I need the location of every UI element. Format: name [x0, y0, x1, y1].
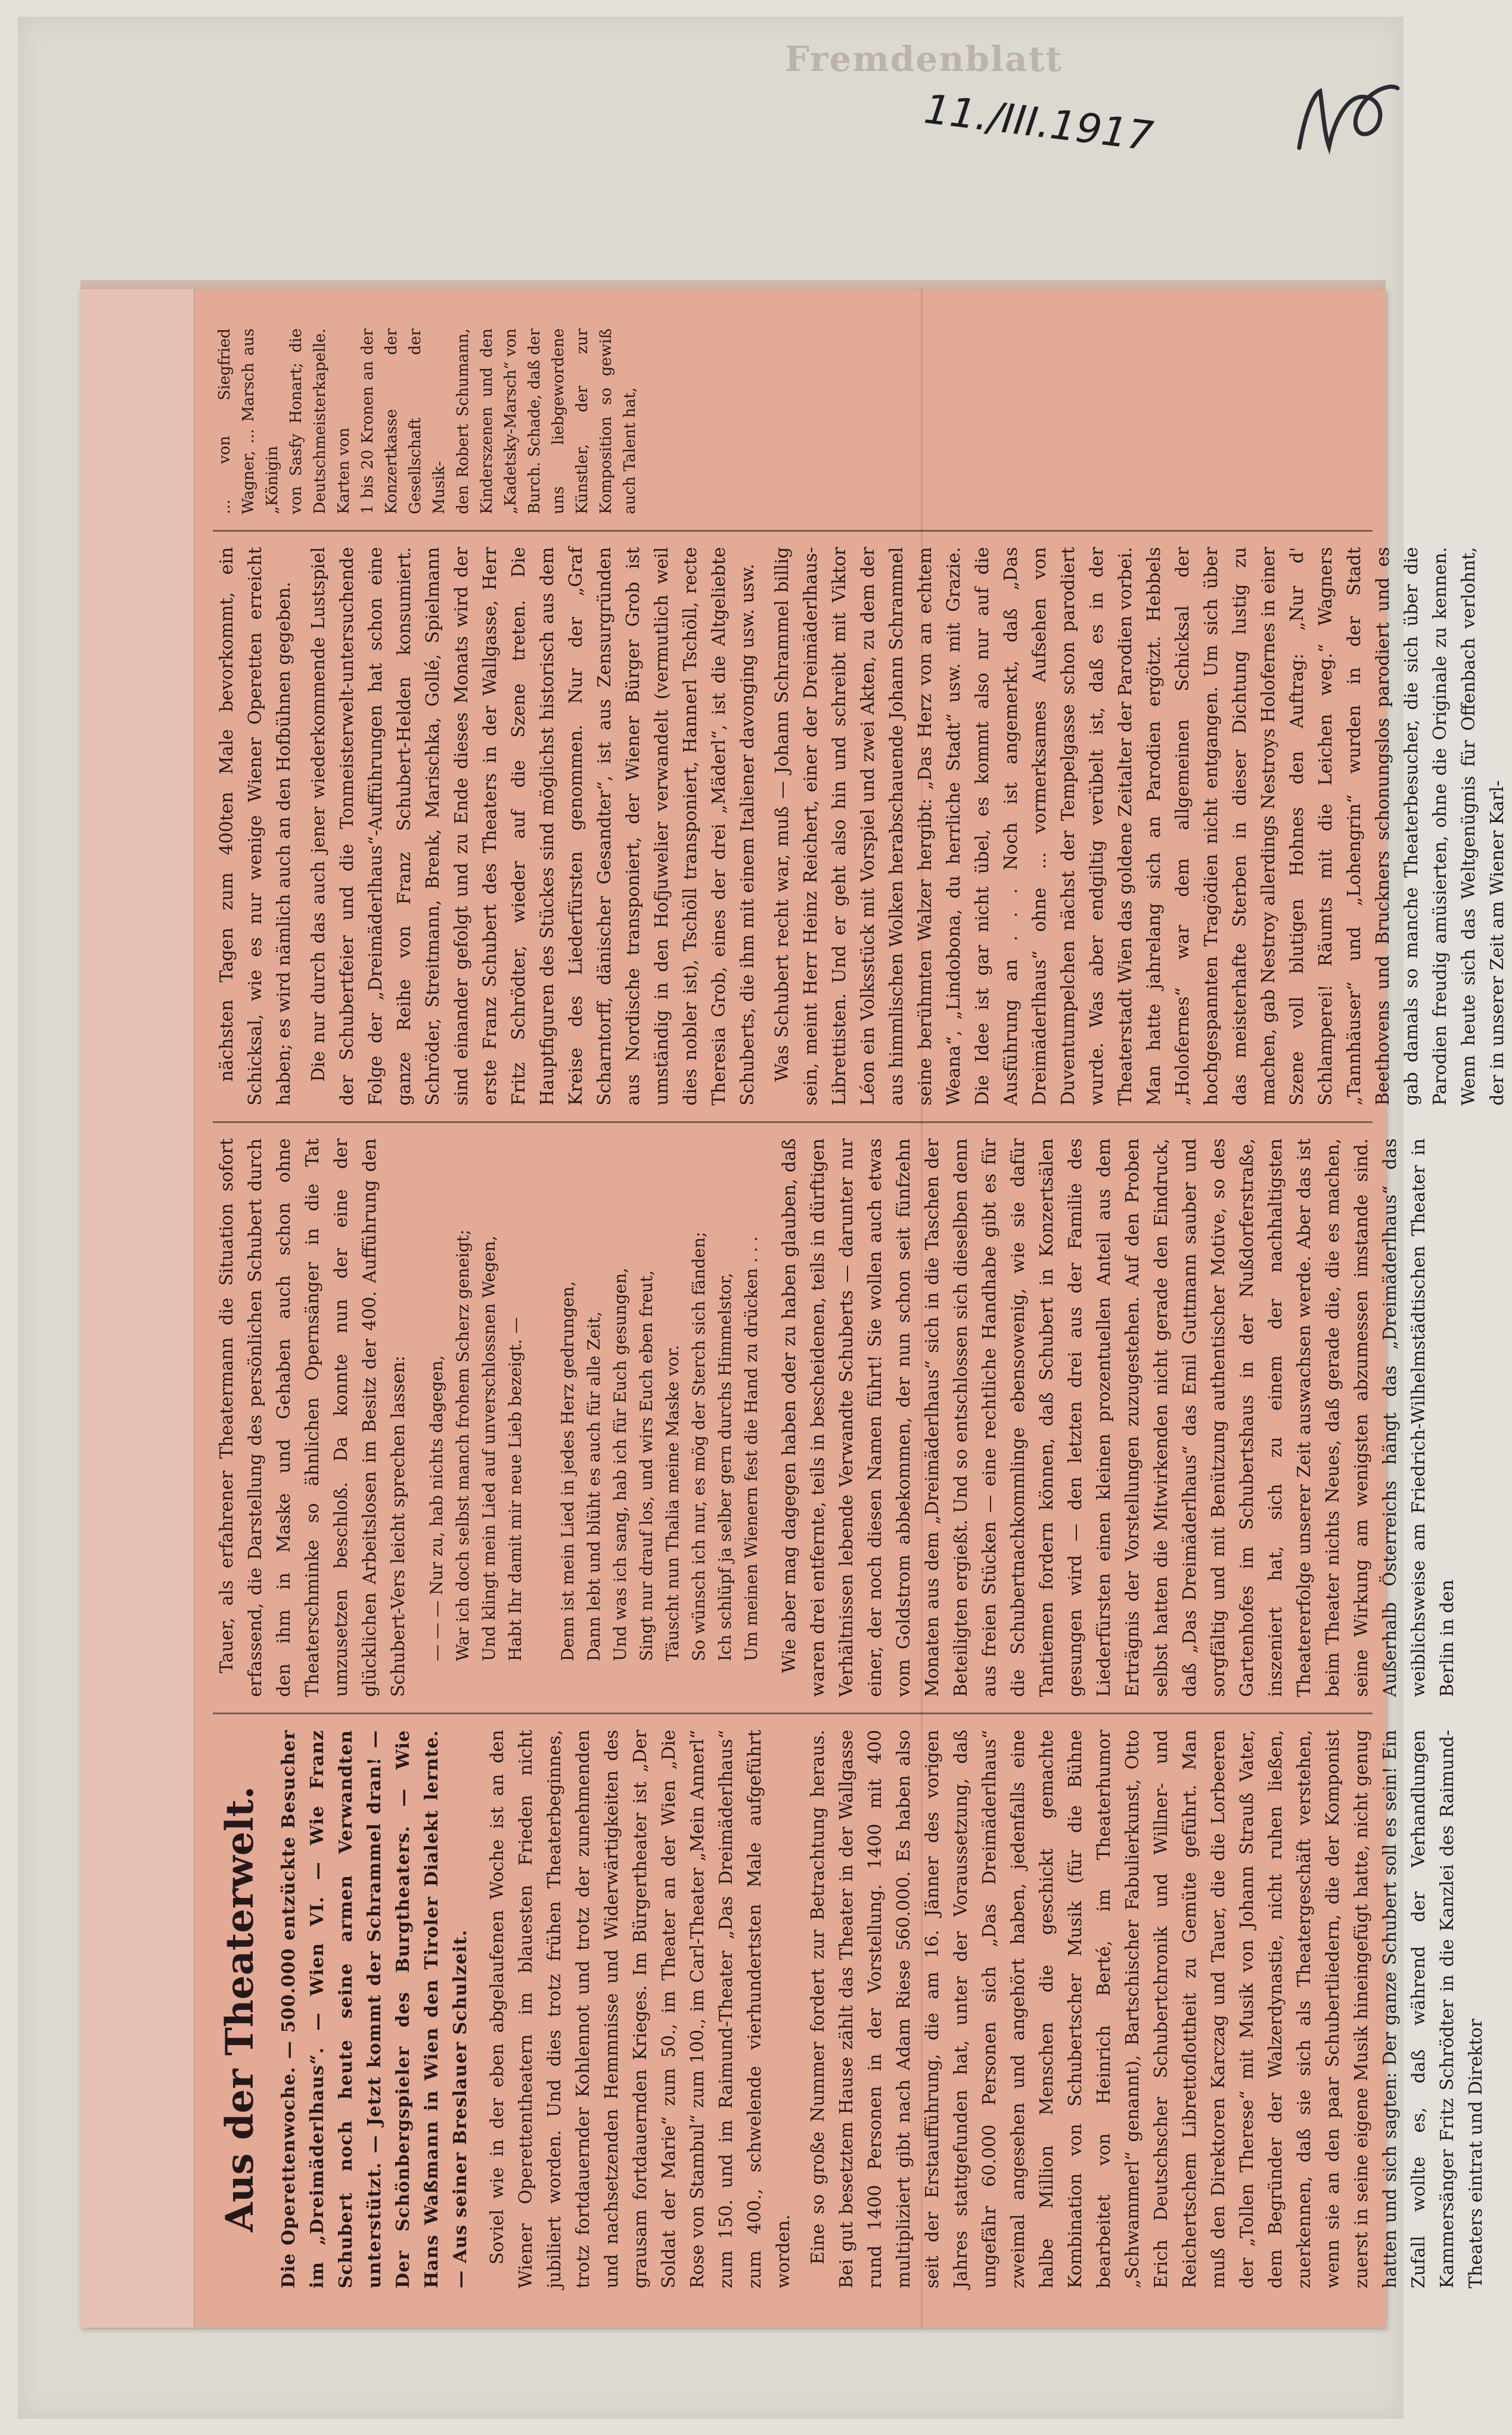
verse-line: Und was ich sang, hab ich für Euch gesungen, [610, 1267, 630, 1661]
article-paragraph: Soviel wie in der eben abgelaufenen Woche ist an den Wiener Operettentheatern im blauesten Frieden nicht jubiliert worden. Und dies trotz frühen Theaterbeginnes, trotz fortdauernder Kohlennot und trotz der zunehmenden und nachsetzenden Hemmnisse und Widerwärtigkeiten des grausam fortdauernden Krieges. Im Bürgertheater ist „Der Soldat der Marie“ zum 50., im Theater an der Wien „Die Rose von Stambul“ zum 100., im Carl-Theater „Mein Annerl“ zum 150. und im Raimund-Theater „Das Dreimäderlhaus“ zum 400., schwelende vierhundertsten Male aufgeführt worden. [487, 1729, 794, 2288]
verse-line: Um meinen Wienern fest die Hand zu drücken . . . [741, 1236, 761, 1661]
side-strip-line: von Sasfy Honart; die Deutschmeisterkapelle. Karten von [287, 328, 353, 514]
side-strip-line: 1 bis 20 Kronen an der Konzertkasse der Gesellschaft der Musik- [359, 328, 448, 514]
verse-line: War ich doch selbst manch frohem Scherz geneigt; [453, 1229, 473, 1661]
verse-line: Habt Ihr damit mir neue Lieb bezeigt. — [505, 1317, 525, 1661]
clipping-margin [80, 289, 195, 2328]
verse-line: Dann lebt und blüht es auch für alle Zeit, [584, 1311, 604, 1661]
verse-line: Denn ist mein Lied in jedes Herz gedrungen, [558, 1281, 578, 1661]
verse-line: Und klingt mein Lied auf unverschlossnen Wegen, [479, 1235, 499, 1661]
newspaper-clipping [80, 289, 1508, 2328]
verse-line: Ich schlüpf ja selber gern durchs Himmelstor, [715, 1273, 735, 1661]
article-paragraph: Eine so große Nummer fordert zur Betrachtung heraus. Bei gut besetztem Hause zählt das Theater in der Wallgasse rund 1400 Personen in der Vorstellung. 1400 mit 400 multipliziert gibt nach Adam Riese 560.000. Es haben also seit der Erstaufführung, die am 16. Jänner des vorigen Jahres stattgefunden hat, unter der Voraussetzung, daß ungefähr 60.000 Personen sich „Das Dreimäderlhaus“ zweimal angesehen und angehört haben, jedenfalls eine halbe Million Menschen die geschickt gemachte Kombination von Schubertscher Musik (für die Bühne bearbeitet von Heinrich Berté, im Theaterhumor „Schwammerl“ genannt), Bartschischer Fabulierkunst, Otto Erich Deutschscher Schubertchronik und Willner- und Reichertschem Librettoflottheit zu Gemüte geführt. Man muß den Direktoren Karczag und Tauer, die die Lorbeeren der „Tollen Therese“ mit Musik von Johann Strauß Vater, dem Begründer der Walzerdynastie, nicht ruhen ließen, zuerkennen, daß sie sich als Theatergeschäft verstehen, wenn sie an den paar Schubertliedern, die der Komponist zuerst in seine eigene Musik hineingefügt hatte, nicht genug hatten und sich sagten: Der ganze Schubert soll es sein! Ein Zufall wollte es, daß während der Verhandlungen Kammersänger Fritz Schrödter in die Kanzlei des Raimund-Theaters eintrat und Direktor [808, 1729, 1486, 2288]
article-column-1 [213, 1714, 1486, 2304]
side-strip-line: den Robert Schumann, Kinderszenen und den „Kadetsky-Marsch“ von Burch. Schade, daß der uns liebgewordene Künstler, der zur Komposition so gewiß auch Talent hat, [454, 328, 639, 514]
verse-line: Singt nur drauf los, und wirs Euch eben freut, [637, 1270, 656, 1661]
article-paragraph: Die nur durch das auch jener wiederkommende Lustspiel der Schubertfeier und die Tonmeisterwelt-untersuchende Folge der „Dreimäderlhaus“-Aufführungen hat schon eine ganze Reihe von Franz Schubert-Helden konsumiert. Schröder, Streitmann, Brenk, Marischka, Gollé, Spielmann sind einander gefolgt und zu Ende dieses Monats wird der erste Franz Schubert des Theaters in der Wallgasse, Herr Fritz Schrödter, wieder auf die Szene treten. Die Hauptfiguren des Stückes sind möglichst historisch aus dem Kreise des Liederfürsten genommen. Nur der „Graf Scharntorff, dänischer Gesandter“, ist aus Zensurgründen aus Nordische transponiert, der Wiener Bürger Grob ist umständig in den Hofjuwelier verwandelt (vermutlich weil dies nobler ist), Tschöll transponiert, Hannerl Tschöll, recte Theresia Grob, eines der drei „Mäderl“, ist die Altgeliebte Schuberts, die ihm mit einem Italiener davonging usw. usw. [308, 547, 758, 1106]
verse-line: So wünsch ich nur, es mög der Sterch sich fänden; [689, 1232, 709, 1661]
handwritten-signature-mark [1287, 76, 1407, 160]
article-region [200, 289, 1508, 2328]
masthead-stamp: Fremdenblatt [784, 39, 1063, 79]
article-paragraph: Was Schubert recht war, muß — Johann Schrammel billig sein, meint Herr Heinz Reichert, einer der Dreimäderlhaus-Librettisten. Und er geht also hin und schreibt mit Viktor Léon ein Volksstück mit Vorspiel und zwei Akten, zu dem der aus himmlischen Wolken herabschauende Johann Schrammel seine berühmten Walzer hergibt: „Das Herz von an echtem Weana“, „Lindobona, du herrliche Stadt“ usw. mit Grazie. Die Idee ist gar nicht übel, es kommt also nur auf die Ausführung an . . . Noch ist angemerkt, daß „Das Dreimäderlhaus“ ohne ... vormerksames Aufsehen von Duventumpelchen nächst der Tempelgasse schon parodiert wurde. Was aber endgiltig verübelt ist, daß es in der Theaterstadt Wien das goldene Zeitalter der Parodien vorbei. Man hatte jahrelang sich an Parodien ergötzt. Hebbels „Holofernes“ war dem allgemeinen Schicksal der hochgespannten Tragödien nicht entgangen. Um sich über das meisterhafte Sterben in dieser Dichtung lustig zu machen, gab Nestroy allerdings Nestroys Holofernes in einer Szene voll blutigen Hohnes den Auftrag: „Nur d' Schlamperei! Räumts mit die Leichen weg.“ Wagners „Tannhäuser“ und „Lohengrin“ wurden in der Stadt Beethovens und Bruckners schonungslos parodiert und es gab damals so manche Theaterbesucher, die sich über die Parodien freudig amüsierten, ohne die Originale zu kennen. Wenn heute sich das Weltgenügnis für Offenbach verlohnt, der in unserer Zeit am Wiener Karl- [772, 547, 1508, 1106]
article-column-3 [213, 532, 1508, 1123]
article-title: Aus der Theaterwelt. [218, 1786, 262, 2232]
verse-line [529, 1139, 555, 1661]
verse-line: Täuscht nun Thalia meine Maske vor. [663, 1345, 682, 1661]
verse-block [424, 1139, 765, 1661]
handwritten-date: 11./III.1917 [921, 85, 1156, 161]
side-strip-line: ... von Siegfried Wagner, ... Marsch aus „Königin [216, 328, 281, 514]
article-paragraph: Tauer, als erfahrener Theatermann die Situation sofort erfassend, die Darstellung des persönlichen Schubert durch den ihm in Maske und Gehaben auch schon ohne Theaterschminke so ähnlichen Opernsänger in die Tat umzusetzen beschloß. Da konnte nun der eine der glücklichen Arbeitslosen im Besitz der 400. Aufführung den Schubert-Vers leicht sprechen lassen: [216, 1138, 409, 1697]
article-lead: Die Operettenwoche. — 500.000 entzückte Besucher im „Dreimäderlhaus“. — Wien VI. — Wie Franz Schubert noch heute seine armen Verwandten unterstützt. — Jetzt kommt der Schrammel dran! — Der Schönbergspieler des Burgtheaters. — Wie Hans Waßmann in Wien den Tiroler Dialekt lernte. — Aus seiner Breslauer Schulzeit. [278, 1729, 471, 2288]
verse-line: — — — Nur zu, hab nichts dagegen, [427, 1355, 446, 1661]
article-paragraph: nächsten Tagen zum 400ten Male bevorkommt, ein Schicksal, wie es nur wenige Wiener Operetten erreicht haben; es wird nämlich auch an den Hofbühnen gegeben. [216, 547, 294, 1106]
article-paragraph: Wie aber mag dagegen haben oder zu haben glauben, daß waren drei entfernte, teils in bescheidenen, teils in dürftigen Verhältnissen lebende Verwandte Schuberts — darunter nur einer, der noch diesen Namen führt! Sie wollen auch etwas vom Goldstrom abbekommen, der nun schon seit fünfzehn Monaten aus dem „Dreimäderlhaus“ sich in die Taschen der Beteiligten ergießt. Und so entschlossen sich dieselben denn aus freien Stücken — eine rechtliche Handhabe gibt es für die Schubertnachkommlinge ebensowenig, wie sie dafür Tantiemen fordern können, daß Schubert in Konzertsälen gesungen wird — den letzten drei aus der Familie des Liederfürsten einen kleinen prozentuellen Anteil aus dem Erträgnis der Vorstellungen zuzugestehen. Auf den Proben selbst hatten die Mitwirkenden nicht gerade den Eindruck, daß „Das Dreimäderlhaus“ das Emil Guttmann sauber und sorgfältig und mit Benützung authentischer Motive, so des Gartenhofes im Schubertshaus in der Nußdorferstraße, inszeniert hat, sich zu einem der nachhaltigsten Theatererfolge unserer Zeit auswachsen werde. Aber das ist beim Theater nichts Neues, daß gerade die, die es machen, seine Wirkung am wenigsten abzumessen imstande sind. Außerhalb Österreichs hängt das „Dreimäderlhaus“ das weiblichsweise am Friedrich-Wilhelmstädtischen Theater in Berlin in den [779, 1138, 1458, 1697]
article-column-2 [213, 1123, 1458, 1714]
side-strip-column [213, 313, 1373, 532]
article-rotated-body [200, 289, 1508, 2328]
